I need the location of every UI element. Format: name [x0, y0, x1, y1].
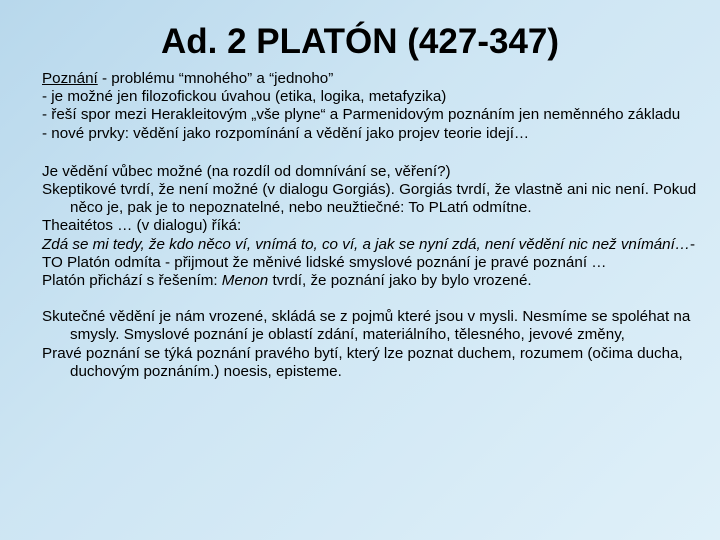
section2-line6-start: Platón přichází s řešením:: [42, 272, 222, 290]
section1-line1-rest: - problému “mnohého” a “jednoho”: [97, 70, 334, 87]
section2-line3: Theaitétos … (v dialogu) říká:: [42, 217, 242, 235]
section2-line6: [42, 272, 702, 290]
section2-line1: Je vědění vůbec možné (na rozdíl od domnívání se, věření?): [42, 162, 451, 180]
section2-line4: [42, 236, 702, 254]
section2-line6-end: tvrdí, že poznání jako by bylo vrozené.: [268, 272, 532, 290]
section2-line2: Skeptikové tvrdí, že není možné (v dialogu Gorgiás). Gorgiás tvrdí, že vlastně ani nic není. Pokud něco je, pak je to nepoznatelné, nebo neužtiečné: To PLatń odmítne.: [42, 181, 697, 217]
slide-title: Ad. 2 PLATÓN (427-347): [160, 22, 560, 61]
section1-line2: - je možné jen filozofickou úvahou (etika, logika, metafyzika): [42, 88, 447, 106]
section2-line5: TO Platón odmíta - přijmout že měnivé lidské smyslové poznání je pravé poznání …: [42, 253, 607, 271]
section1-line3: - řeší spor mezi Herakleitovým „vše plyne“ a Parmenidovým poznáním jen neměnného základu: [42, 106, 681, 124]
theaitetos-quote: Zdá se mi tedy, že kdo něco ví, vnímá to, co ví, a jak se nyní zdá, není vědění nic než vnímání…: [42, 235, 691, 253]
section1-line1: [42, 70, 702, 88]
quote-tail: -: [690, 235, 696, 253]
menon-title: Menon: [221, 272, 269, 290]
section1-line4: - nové prvky: vědění jako rozpomínání a vědění jako projev teorie idejí…: [42, 124, 530, 142]
term-poznani: Poznání: [42, 70, 98, 87]
section3-line1: Skutečné vědění je nám vrozené, skládá se z pojmů které jsou v mysli. Nesmíme se spoléhat na smysly. Smyslové poznání je oblastí zdání, materiálního, tělesného, jevové změny,: [42, 308, 691, 344]
section3-line2: Pravé poznání se týká poznání pravého bytí, který lze poznat duchem, rozumem (očima ducha, duchovým poznáním.) noesis, episteme.: [42, 344, 683, 380]
slide-body: [42, 70, 702, 381]
